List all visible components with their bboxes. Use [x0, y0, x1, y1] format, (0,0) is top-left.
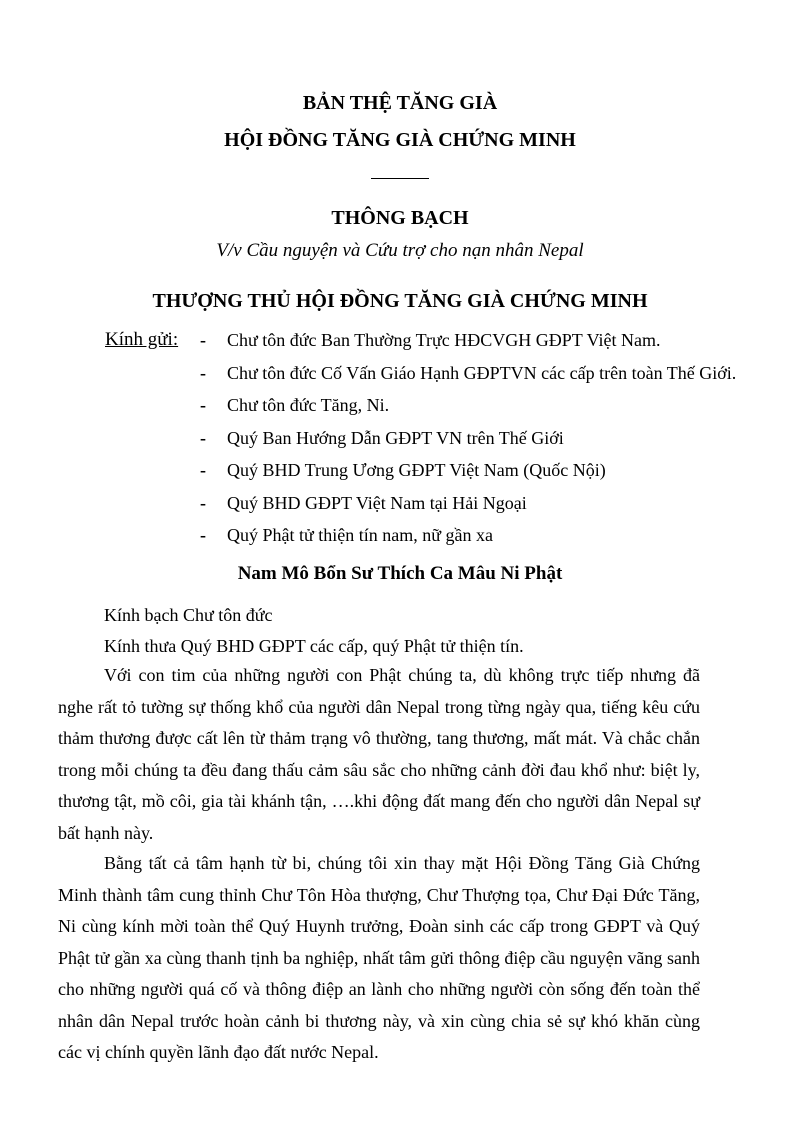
header-divider — [371, 178, 429, 179]
body-paragraph-1: Với con tim của những người con Phật chúng ta, dù không trực tiếp nhưng đã nghe rất tỏ tường sự thống khổ của người dân Nepal trong từng ngày qua, tiếng kêu cứu thảm thương được cất lên từ thảm trạng vô thường, tang thương, mất mát. Và chắc chắn trong mỗi chúng ta đều đang thấu cảm sâu sắc cho những cảnh đời đau khổ như: biệt ly, thương tật, mồ côi, gia tài khánh tận, ….khi động đất mang đến cho người dân Nepal sự bất hạnh này. — [58, 665, 700, 843]
notice-title: THÔNG BẠCH — [331, 207, 469, 229]
recipient-text: Quý BHD GĐPT Việt Nam tại Hải Ngoại — [227, 492, 527, 513]
recipient-text: Quý BHD Trung Ương GĐPT Việt Nam (Quốc Nội) — [227, 460, 606, 480]
recipient-text: Chư tôn đức Cố Vấn Giáo Hạnh GĐPTVN các cấp trên toàn Thế Giới. — [227, 362, 737, 383]
list-dash: - — [200, 395, 206, 415]
recipient-text: Quý Phật tử thiện tín nam, nữ gần xa — [227, 525, 493, 545]
list-dash: - — [200, 427, 206, 448]
list-dash: - — [200, 362, 206, 383]
recipients-label: Kính gửi: — [105, 329, 179, 350]
recipient-text: Chư tôn đức Ban Thường Trực HĐCVGH GĐPT Việt Nam. — [227, 330, 661, 350]
notice-subject: V/v Cầu nguyện và Cứu trợ cho nạn nhân Nepal — [216, 240, 584, 261]
header-line-2: HỘI ĐỒNG TĂNG GIÀ CHỨNG MINH — [224, 129, 576, 151]
notice-issuer: THƯỢNG THỦ HỘI ĐỒNG TĂNG GIÀ CHỨNG MINH — [152, 290, 648, 312]
list-dash: - — [200, 492, 206, 513]
list-dash: - — [200, 460, 206, 480]
header-line-1: BẢN THỆ TĂNG GIÀ — [302, 92, 498, 114]
list-dash: - — [200, 330, 206, 350]
greeting-line-2: Kính thưa Quý BHD GĐPT các cấp, quý Phật tử thiện tín. — [104, 636, 524, 656]
list-dash: - — [200, 525, 206, 545]
invocation: Nam Mô Bổn Sư Thích Ca Mâu Ni Phật — [237, 563, 563, 584]
greeting-line-1: Kính bạch Chư tôn đức — [104, 605, 273, 625]
body-paragraph-2: Bằng tất cả tâm hạnh từ bi, chúng tôi xin thay mặt Hội Đồng Tăng Già Chứng Minh thành tâm cung thỉnh Chư Tôn Hòa thượng, Chư Thượng tọa, Chư Đại Đức Tăng, Ni cùng kính mời toàn thể Quý Huynh trưởng, Đoàn sinh các cấp trong GĐPT và Quý Phật tử gần xa cùng thanh tịnh ba nghiệp, nhất tâm gửi thông điệp cầu nguyện vãng sanh cho những người quá cố và thông điệp an lành cho những người còn sống đến toàn thể nhân dân Nepal trước hoàn cảnh bi thương này, và xin cùng chia sẻ sự khó khăn cùng các vị chính quyền lãnh đạo đất nước Nepal. — [58, 853, 700, 1062]
recipient-text: Chư tôn đức Tăng, Ni. — [227, 395, 390, 415]
recipient-text: Quý Ban Hướng Dẫn GĐPT VN trên Thế Giới — [227, 427, 564, 448]
